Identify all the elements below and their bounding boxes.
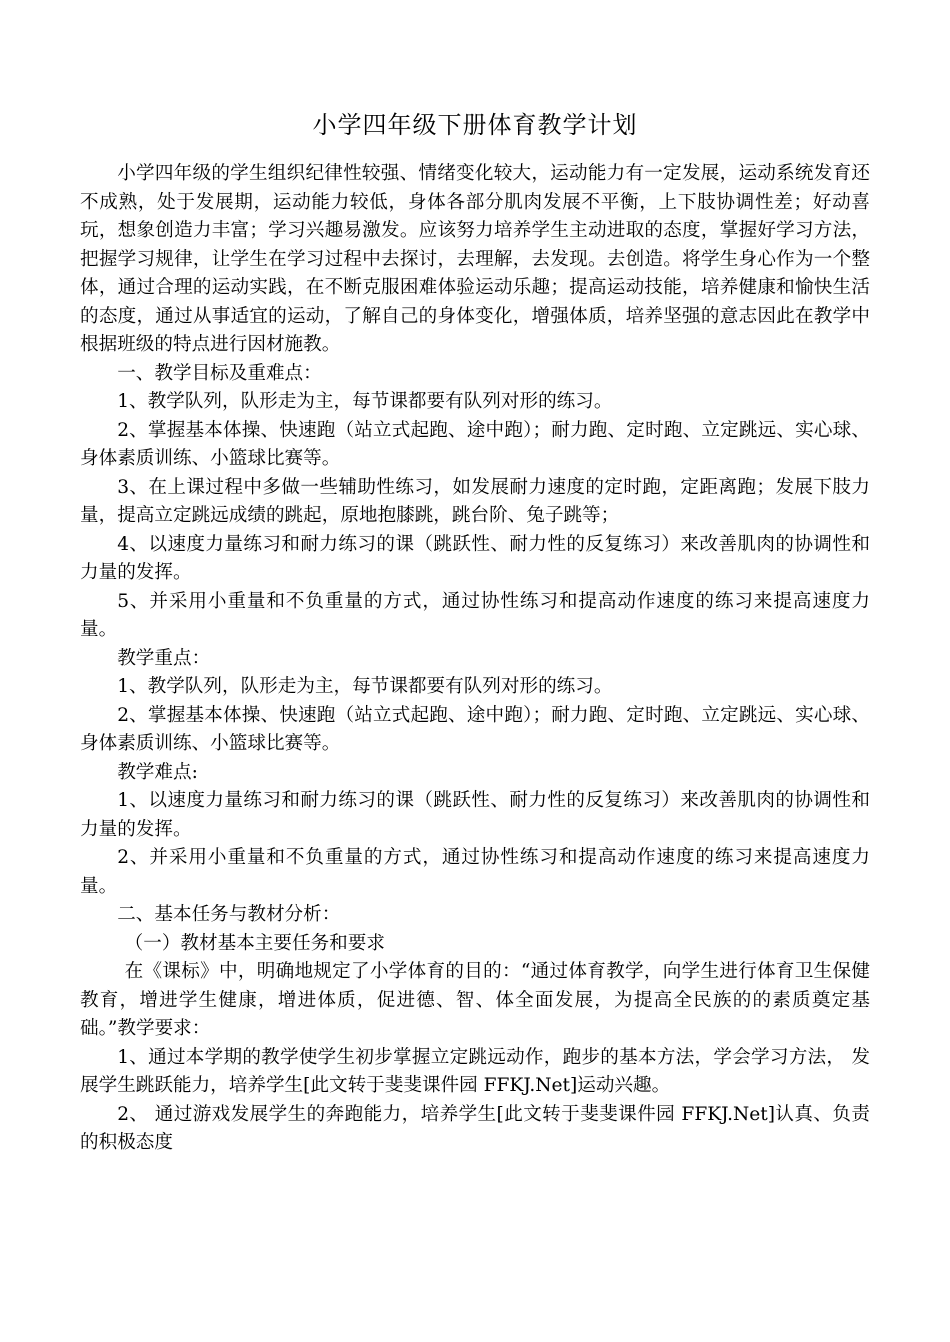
goal-item-2: 2、掌握基本体操、快速跑（站立式起跑、途中跑）；耐力跑、定时跑、立定跳远、实心球、身体素质训练、小篮球比赛等。: [80, 419, 870, 469]
document-body: [80, 160, 870, 1158]
goal-item-5: 5、并采用小重量和不负重量的方式，通过协性练习和提高动作速度的练习来提高速度力量。: [80, 590, 870, 640]
section-heading-tasks: 二、基本任务与教材分析：: [117, 904, 341, 925]
goal-item-4: 4、以速度力量练习和耐力练习的课（跳跃性、耐力性的反复练习）来改善肌肉的协调性和力量的发挥。: [80, 533, 870, 583]
curriculum-paragraph: 在《课标》中，明确地规定了小学体育的目的：“通过体育教学，向学生进行体育卫生保健教育，增进学生健康，增进体质，促进德、智、体全面发展，为提高全民族的的素质奠定基础。”教学要求：: [80, 961, 870, 1039]
requirement-item-2: 2、 通过游戏发展学生的奔跑能力，培养学生[此文转于斐斐课件园 FFKJ.Net]认真、负责的积极态度: [80, 1103, 870, 1153]
difficulties-heading: 教学难点:: [117, 761, 198, 783]
intro-paragraph: 小学四年级的学生组织纪律性较强、情绪变化较大，运动能力有一定发展，运动系统发育还不成熟，处于发展期，运动能力较低，身体各部分肌肉发展不平衡，上下肢协调性差；好动喜玩，想象创造力丰富；学习兴趣易激发。应该努力培养学生主动进取的态度，掌握好学习方法，把握学习规律，让学生在学习过程中去探讨，去理解，去发现。去创造。将学生身心作为一个整体，通过合理的运动实践，在不断克服困难体验运动乐趣；提高运动技能，培养健康和愉快生活的态度，通过从事适宜的运动，了解自己的身体变化，增强体质，培养坚强的意志因此在教学中根据班级的特点进行因材施教。: [80, 163, 870, 355]
difficulty-item-1: 1、以速度力量练习和耐力练习的课（跳跃性、耐力性的反复练习）来改善肌肉的协调性和力量的发挥。: [80, 790, 870, 840]
key-point-item-2: 2、掌握基本体操、快速跑（站立式起跑、途中跑）；耐力跑、定时跑、立定跳远、实心球、身体素质训练、小篮球比赛等。: [80, 704, 870, 754]
section-heading-goals: 一、教学目标及重难点：: [117, 362, 322, 384]
subsection-heading-requirements: （一）教材基本主要任务和要求: [124, 932, 385, 954]
requirement-item-1: 1、通过本学期的教学使学生初步掌握立定跳远动作，跑步的基本方法，学会学习方法， 发展学生跳跃能力，培养学生[此文转于斐斐课件园 FFKJ.Net]运动兴趣。: [80, 1046, 870, 1096]
goal-item-3: 3、在上课过程中多做一些辅助性练习，如发展耐力速度的定时跑，定距离跑；发展下肢力量，提高立定跳远成绩的跳起，原地抱膝跳，跳台阶、兔子跳等；: [80, 476, 870, 526]
difficulty-item-2: 2、并采用小重量和不负重量的方式，通过协性练习和提高动作速度的练习来提高速度力量。: [80, 847, 870, 897]
key-point-item-1: 1、教学队列，队形走为主，每节课都要有队列对形的练习。: [117, 676, 613, 697]
goal-item-1: 1、教学队列，队形走为主，每节课都要有队列对形的练习。: [117, 391, 613, 412]
document-title: 小学四年级下册体育教学计划: [312, 111, 638, 139]
key-points-heading: 教学重点：: [117, 647, 211, 669]
